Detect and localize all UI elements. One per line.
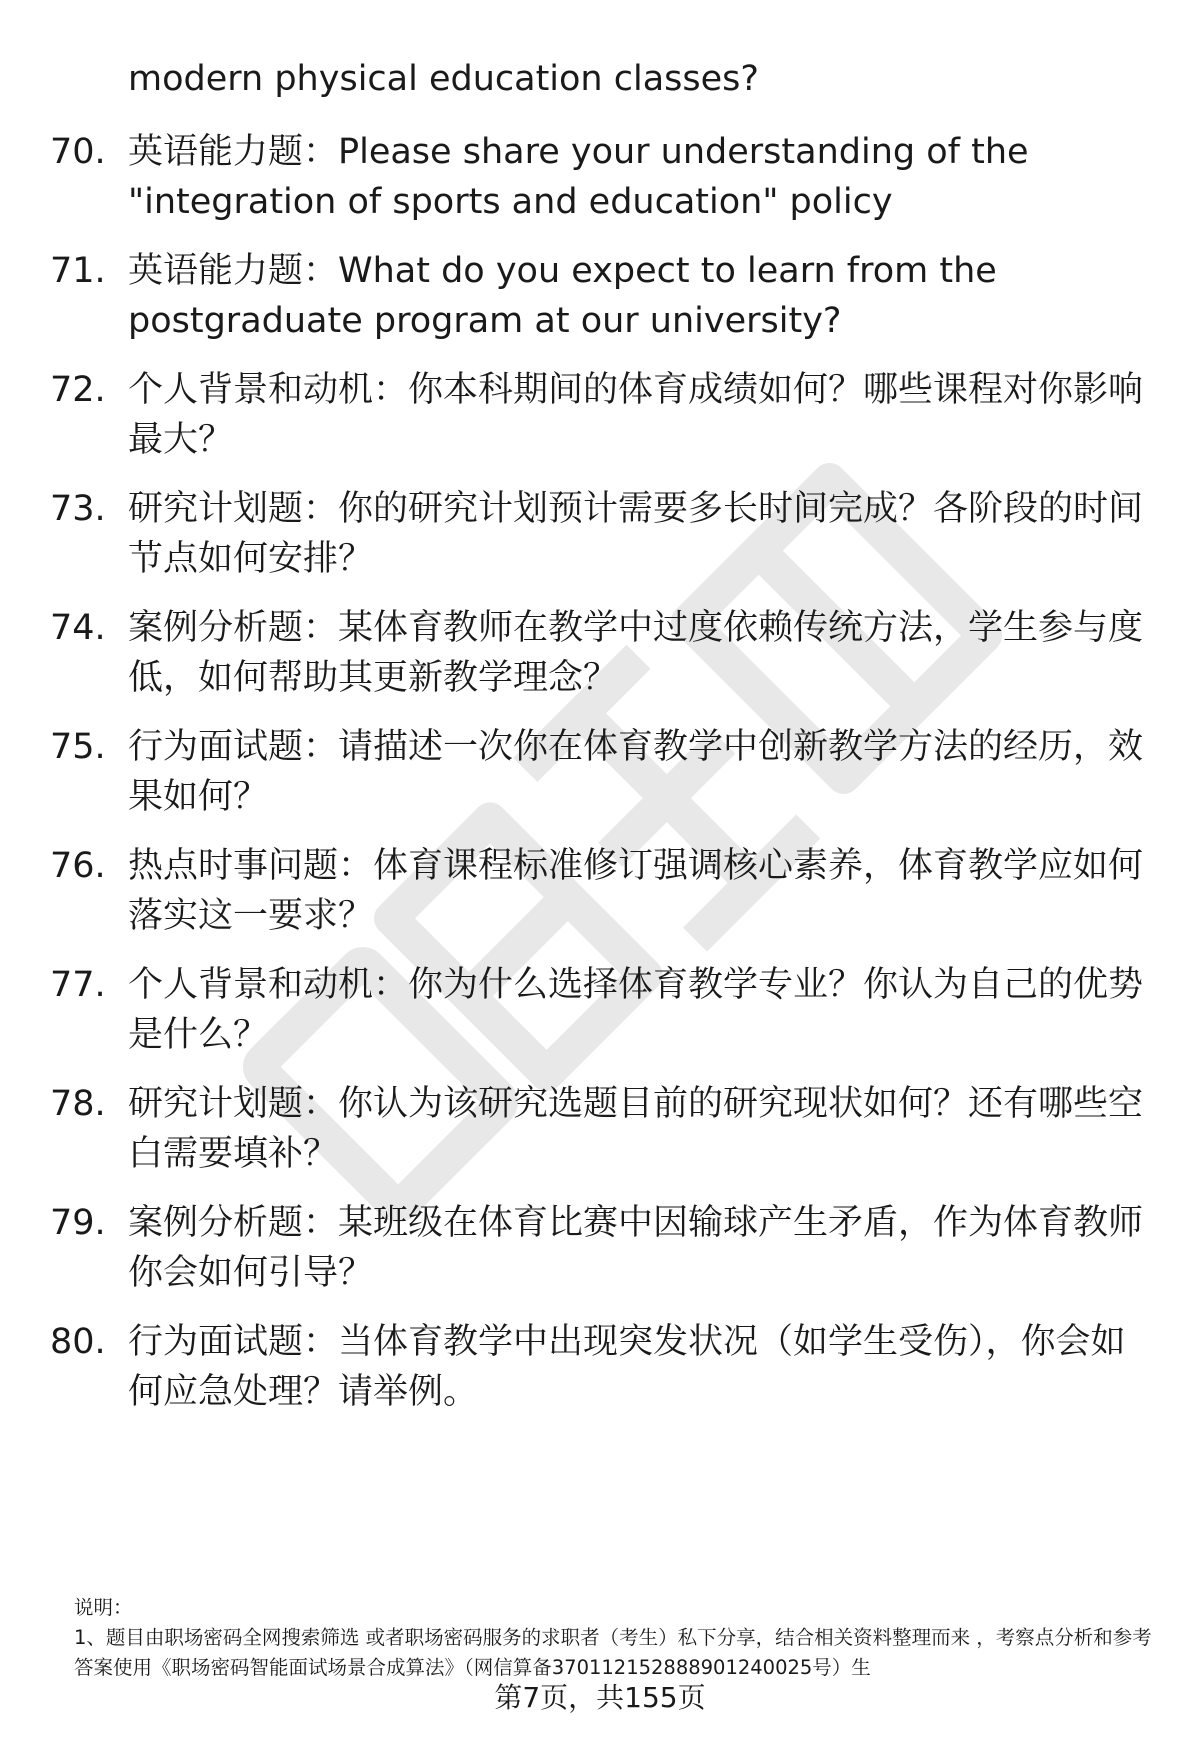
- notes-body: 1、题目由职场密码全网搜索筛选 或者职场密码服务的求职者（考生）私下分享，结合相关资料整理而来 ，考察点分析和参考答案使用《职场密码智能面试场景合成算法》（网信算备37011215288890124002​5号）生: [74, 1626, 1152, 1679]
- question-number: 70.: [50, 132, 106, 172]
- notes-section: [74, 1593, 1164, 1683]
- question-number: 71.: [50, 251, 106, 291]
- question-text: 研究计划题：你的研究计划预计需要多长时间完成？各阶段的时间节点如何安排？: [128, 489, 1144, 579]
- question-text: 个人背景和动机：你为什么选择体育教学专业？你认为自己的优势是什么？: [128, 965, 1144, 1055]
- page-number: 第7页，共155页: [494, 1681, 706, 1714]
- notes-title: 说明：: [74, 1596, 133, 1619]
- question-number: 76.: [50, 846, 106, 886]
- question-text: 行为面试题：当体育教学中出现突发状况（如学生受伤），你会如何应急处理？请举例。: [128, 1322, 1126, 1412]
- question-text: 行为面试题：请描述一次你在体育教学中创新教学方法的经历，效果如何？: [128, 727, 1144, 817]
- question-text: 个人背景和动机：你本科期间的体育成绩如何？哪些课程对你影响最大？: [128, 370, 1144, 460]
- question-text: 案例分析题：某体育教师在教学中过度依赖传统方法，学生参与度低，如何帮助其更新教学理念？: [128, 608, 1144, 698]
- question-text: 英语能力题：What do you expect to learn from the postgraduate program at our university?: [128, 251, 997, 341]
- question-number: 79.: [50, 1203, 106, 1243]
- question-text: 热点时事问题：体育课程标准修订强调核心素养，体育教学应如何落实这一要求？: [128, 846, 1144, 936]
- question-number: 72.: [50, 370, 106, 410]
- question-text: 英语能力题：Please share your understanding of the "integration of sports and education" policy: [128, 132, 1029, 222]
- question-number: 78.: [50, 1084, 106, 1124]
- question-number: 73.: [50, 489, 106, 529]
- question-number: 80.: [50, 1322, 106, 1362]
- question-number: 74.: [50, 608, 106, 648]
- question-number: 75.: [50, 727, 106, 767]
- question-number: 77.: [50, 965, 106, 1005]
- continuation-line: modern physical education classes?: [128, 59, 759, 99]
- question-text: 研究计划题：你认为该研究选题目前的研究现状如何？还有哪些空白需要填补？: [128, 1084, 1144, 1174]
- question-text: 案例分析题：某班级在体育比赛中因输球产生矛盾，作为体育教师你会如何引导？: [128, 1203, 1144, 1293]
